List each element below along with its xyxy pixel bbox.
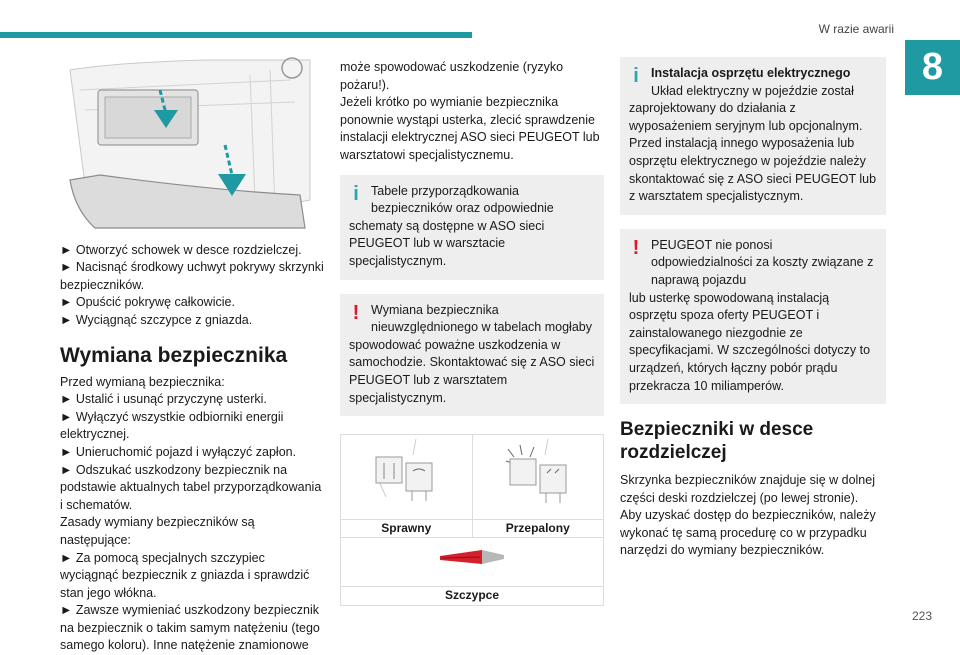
body-line: ► Wyłączyć wszystkie odbiorniki energii elektrycznej. (60, 409, 284, 442)
info-icon: i (353, 182, 359, 205)
body-line: Aby uzyskać dostęp do bezpieczników, należy wykonać tę samą procedurę co w przypadku narzędzi do wymiany bezpieczników. (620, 508, 876, 558)
step-text: ► Wyciągnąć szczypce z gniazda. (60, 312, 253, 327)
body-line: Przed wymianą bezpiecznika: (60, 374, 225, 389)
fuse-good-label: Sprawny (341, 519, 473, 538)
fuse-table (340, 434, 604, 606)
page-number: 223 (912, 609, 933, 623)
body-line: ► Odszukać uszkodzony bezpiecznik na podstawie aktualnych tabel przyporządkowania i schematów. (60, 462, 322, 512)
warning-box (340, 294, 604, 417)
tweezers-icon (432, 538, 512, 578)
info-box (620, 57, 886, 215)
warning-text: Wymiana bezpiecznika nieuwzględnionego w tabelach mogłaby (371, 302, 592, 335)
column-left (60, 50, 325, 655)
info-text: Układ elektryczny w pojeździe został (651, 83, 854, 98)
heading-dashboard-fuses: Bezpieczniki w desce rozdzielczej (620, 419, 814, 464)
body-line: Skrzynka bezpieczników znajduje się w dolnej części deski rozdzielczej (po lewej stronie). (620, 473, 875, 505)
info-icon: i (633, 65, 639, 87)
glovebox-illustration (60, 50, 325, 230)
warning-icon: ! (632, 236, 640, 259)
info-box (340, 175, 604, 280)
column-right (620, 57, 886, 560)
step-text: ► Opuścić pokrywę całkowicie. (60, 295, 235, 310)
warning-text: PEUGEOT nie ponosi odpowiedzialności za koszty związane z naprawą pojazdu (651, 237, 874, 287)
fuse-blown-label: Przepalony (472, 519, 604, 538)
chapter-number: 8 (905, 40, 960, 95)
info-text: Tabele przyporządkowania bezpieczników oraz odpowiednie (371, 183, 554, 216)
fuse-good-image (341, 435, 473, 520)
warning-icon: ! (352, 301, 360, 324)
fuse-good-icon (366, 435, 446, 513)
body-line: ► Ustalić i usunąć przyczynę usterki. (60, 392, 267, 407)
warning-box (620, 229, 886, 404)
fuse-blown-image (472, 435, 604, 520)
fuse-blown-icon (498, 435, 578, 513)
body-line: ► Zawsze wymieniać uszkodzony bezpiecznik na bezpiecznik o takim samym natężeniu (tego samego koloru). Inne natężenie znamionowe (60, 603, 320, 653)
warning-text: lub usterkę spowodowaną instalacją osprzętu spoza oferty PEUGEOT i zainstalowanego niezgodnie ze specyfikacjami. W szczególności dotyczy to urządzeń, których łączny pobór prądu przekracza 10 miliamperów. (629, 290, 871, 393)
info-text: Przed instalacją innego wyposażenia lub osprzętu elektrycznego w pojeździe należy skontaktować się z ASO sieci PEUGEOT lub z warsztatem specjalistycznym. (629, 136, 877, 204)
section-title: W razie awarii (818, 22, 894, 36)
tweezers-image (341, 538, 604, 587)
info-text: schematy są dostępne w ASO sieci PEUGEOT lub w warsztacie specjalistycznym. (349, 218, 545, 268)
body-line: Zasady wymiany bezpieczników są następujące: (60, 515, 255, 547)
step-text: ► Otworzyć schowek w desce rozdzielczej. (60, 242, 302, 257)
body-line: Jeżeli krótko po wymianie bezpiecznika ponownie wystąpi usterka, zlecić sprawdzenie instalacji elektrycznej ASO sieci PEUGEOT lub warsztatowi specjalistycznemu. (340, 95, 600, 162)
step-text: ► Nacisnąć środkowy uchwyt pokrywy skrzynki bezpieczników. (60, 260, 324, 292)
top-accent-bar (0, 32, 472, 38)
tweezers-label: Szczypce (341, 587, 604, 606)
body-line: ► Za pomocą specjalnych szczypiec wyciągnąć bezpiecznik z gniazda i sprawdzić stan jego włókna. (60, 550, 310, 600)
column-middle (340, 59, 604, 606)
info-title: Instalacja osprzętu elektrycznego (651, 66, 851, 80)
warning-text: spowodować poważne uszkodzenia w samochodzie. Skontaktować się z ASO sieci PEUGEOT lub z warsztatem specjalistycznym. (349, 337, 595, 405)
info-text: zaprojektowany do działania z wyposażeniem seryjnym lub opcjonalnym. (629, 101, 863, 133)
heading-fuse-replacement: Wymiana bezpiecznika (60, 343, 288, 367)
body-line: ► Unieruchomić pojazd i wyłączyć zapłon. (60, 444, 297, 459)
body-line: może spowodować uszkodzenie (ryzyko pożaru!). (340, 60, 564, 92)
